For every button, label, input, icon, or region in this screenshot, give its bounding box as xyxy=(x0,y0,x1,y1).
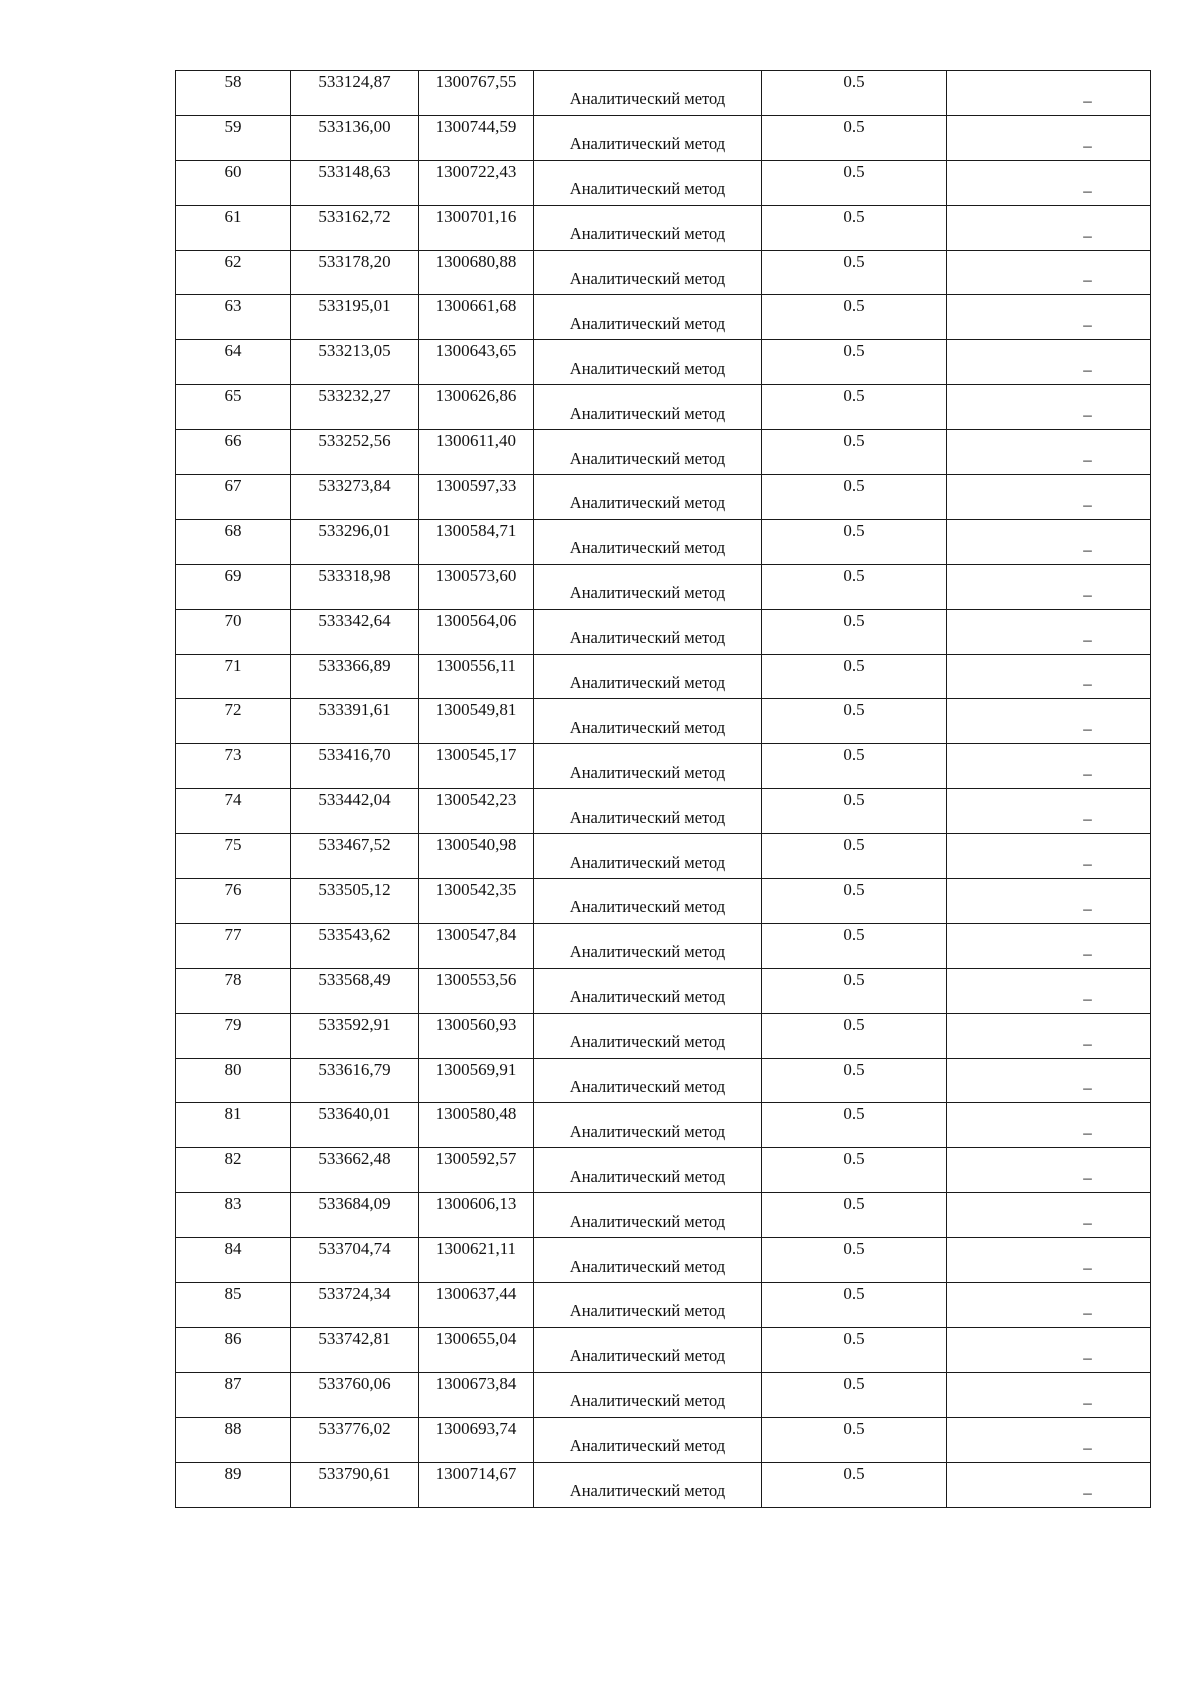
note-cell: – xyxy=(947,1238,1151,1283)
method-cell: Аналитический метод xyxy=(534,475,762,520)
note-cell: – xyxy=(947,1193,1151,1238)
accuracy-cell: 0.5 xyxy=(762,1283,947,1328)
table-row xyxy=(176,1327,1151,1372)
method-cell: Аналитический метод xyxy=(534,430,762,475)
table-row xyxy=(176,789,1151,834)
x-coordinate-cell: 533391,61 xyxy=(291,699,419,744)
note-cell: – xyxy=(947,1417,1151,1462)
note-cell: – xyxy=(947,968,1151,1013)
accuracy-cell: 0.5 xyxy=(762,834,947,879)
table-row xyxy=(176,1372,1151,1417)
table-row xyxy=(176,609,1151,654)
table-row xyxy=(176,1238,1151,1283)
note-cell: – xyxy=(947,1103,1151,1148)
note-cell: – xyxy=(947,205,1151,250)
y-coordinate-cell: 1300661,68 xyxy=(419,295,534,340)
note-cell: – xyxy=(947,430,1151,475)
method-cell: Аналитический метод xyxy=(534,1462,762,1507)
y-coordinate-cell: 1300573,60 xyxy=(419,564,534,609)
method-cell: Аналитический метод xyxy=(534,654,762,699)
table-row xyxy=(176,71,1151,116)
y-coordinate-cell: 1300569,91 xyxy=(419,1058,534,1103)
y-coordinate-cell: 1300597,33 xyxy=(419,475,534,520)
accuracy-cell: 0.5 xyxy=(762,1238,947,1283)
x-coordinate-cell: 533568,49 xyxy=(291,968,419,1013)
note-cell: – xyxy=(947,923,1151,968)
point-number-cell: 83 xyxy=(176,1193,291,1238)
method-cell: Аналитический метод xyxy=(534,295,762,340)
point-number-cell: 64 xyxy=(176,340,291,385)
table-row xyxy=(176,744,1151,789)
y-coordinate-cell: 1300637,44 xyxy=(419,1283,534,1328)
method-cell: Аналитический метод xyxy=(534,923,762,968)
point-number-cell: 85 xyxy=(176,1283,291,1328)
point-number-cell: 86 xyxy=(176,1327,291,1372)
accuracy-cell: 0.5 xyxy=(762,115,947,160)
accuracy-cell: 0.5 xyxy=(762,1148,947,1193)
x-coordinate-cell: 533342,64 xyxy=(291,609,419,654)
y-coordinate-cell: 1300560,93 xyxy=(419,1013,534,1058)
point-number-cell: 79 xyxy=(176,1013,291,1058)
y-coordinate-cell: 1300556,11 xyxy=(419,654,534,699)
accuracy-cell: 0.5 xyxy=(762,744,947,789)
y-coordinate-cell: 1300564,06 xyxy=(419,609,534,654)
point-number-cell: 82 xyxy=(176,1148,291,1193)
x-coordinate-cell: 533124,87 xyxy=(291,71,419,116)
method-cell: Аналитический метод xyxy=(534,1148,762,1193)
point-number-cell: 81 xyxy=(176,1103,291,1148)
y-coordinate-cell: 1300714,67 xyxy=(419,1462,534,1507)
table-row xyxy=(176,1417,1151,1462)
x-coordinate-cell: 533318,98 xyxy=(291,564,419,609)
accuracy-cell: 0.5 xyxy=(762,789,947,834)
x-coordinate-cell: 533640,01 xyxy=(291,1103,419,1148)
y-coordinate-cell: 1300542,35 xyxy=(419,879,534,924)
note-cell: – xyxy=(947,699,1151,744)
accuracy-cell: 0.5 xyxy=(762,385,947,430)
note-cell: – xyxy=(947,385,1151,430)
note-cell: – xyxy=(947,295,1151,340)
y-coordinate-cell: 1300540,98 xyxy=(419,834,534,879)
point-number-cell: 80 xyxy=(176,1058,291,1103)
y-coordinate-cell: 1300744,59 xyxy=(419,115,534,160)
x-coordinate-cell: 533273,84 xyxy=(291,475,419,520)
accuracy-cell: 0.5 xyxy=(762,1417,947,1462)
table-row xyxy=(176,699,1151,744)
note-cell: – xyxy=(947,1148,1151,1193)
accuracy-cell: 0.5 xyxy=(762,295,947,340)
method-cell: Аналитический метод xyxy=(534,1193,762,1238)
accuracy-cell: 0.5 xyxy=(762,923,947,968)
point-number-cell: 76 xyxy=(176,879,291,924)
accuracy-cell: 0.5 xyxy=(762,205,947,250)
x-coordinate-cell: 533724,34 xyxy=(291,1283,419,1328)
method-cell: Аналитический метод xyxy=(534,609,762,654)
note-cell: – xyxy=(947,1327,1151,1372)
x-coordinate-cell: 533742,81 xyxy=(291,1327,419,1372)
method-cell: Аналитический метод xyxy=(534,699,762,744)
accuracy-cell: 0.5 xyxy=(762,430,947,475)
table-row xyxy=(176,923,1151,968)
accuracy-cell: 0.5 xyxy=(762,609,947,654)
point-number-cell: 67 xyxy=(176,475,291,520)
note-cell: – xyxy=(947,654,1151,699)
method-cell: Аналитический метод xyxy=(534,250,762,295)
note-cell: – xyxy=(947,519,1151,564)
table-row xyxy=(176,1193,1151,1238)
accuracy-cell: 0.5 xyxy=(762,250,947,295)
x-coordinate-cell: 533195,01 xyxy=(291,295,419,340)
x-coordinate-cell: 533543,62 xyxy=(291,923,419,968)
table-row xyxy=(176,1462,1151,1507)
point-number-cell: 62 xyxy=(176,250,291,295)
x-coordinate-cell: 533178,20 xyxy=(291,250,419,295)
accuracy-cell: 0.5 xyxy=(762,1058,947,1103)
x-coordinate-cell: 533592,91 xyxy=(291,1013,419,1058)
table-row xyxy=(176,1058,1151,1103)
note-cell: – xyxy=(947,475,1151,520)
x-coordinate-cell: 533760,06 xyxy=(291,1372,419,1417)
method-cell: Аналитический метод xyxy=(534,160,762,205)
accuracy-cell: 0.5 xyxy=(762,71,947,116)
point-number-cell: 66 xyxy=(176,430,291,475)
point-number-cell: 68 xyxy=(176,519,291,564)
x-coordinate-cell: 533148,63 xyxy=(291,160,419,205)
point-number-cell: 65 xyxy=(176,385,291,430)
note-cell: – xyxy=(947,160,1151,205)
x-coordinate-cell: 533232,27 xyxy=(291,385,419,430)
coordinates-table-body xyxy=(176,71,1151,1508)
y-coordinate-cell: 1300584,71 xyxy=(419,519,534,564)
y-coordinate-cell: 1300643,65 xyxy=(419,340,534,385)
table-row xyxy=(176,160,1151,205)
point-number-cell: 87 xyxy=(176,1372,291,1417)
y-coordinate-cell: 1300542,23 xyxy=(419,789,534,834)
table-row xyxy=(176,295,1151,340)
table-row xyxy=(176,564,1151,609)
method-cell: Аналитический метод xyxy=(534,1013,762,1058)
y-coordinate-cell: 1300626,86 xyxy=(419,385,534,430)
method-cell: Аналитический метод xyxy=(534,1283,762,1328)
note-cell: – xyxy=(947,115,1151,160)
table-row xyxy=(176,205,1151,250)
table-row xyxy=(176,834,1151,879)
y-coordinate-cell: 1300767,55 xyxy=(419,71,534,116)
y-coordinate-cell: 1300592,57 xyxy=(419,1148,534,1193)
y-coordinate-cell: 1300606,13 xyxy=(419,1193,534,1238)
x-coordinate-cell: 533662,48 xyxy=(291,1148,419,1193)
x-coordinate-cell: 533442,04 xyxy=(291,789,419,834)
x-coordinate-cell: 533296,01 xyxy=(291,519,419,564)
x-coordinate-cell: 533136,00 xyxy=(291,115,419,160)
point-number-cell: 73 xyxy=(176,744,291,789)
method-cell: Аналитический метод xyxy=(534,205,762,250)
point-number-cell: 88 xyxy=(176,1417,291,1462)
y-coordinate-cell: 1300673,84 xyxy=(419,1372,534,1417)
method-cell: Аналитический метод xyxy=(534,968,762,1013)
table-row xyxy=(176,385,1151,430)
accuracy-cell: 0.5 xyxy=(762,1372,947,1417)
table-row xyxy=(176,519,1151,564)
y-coordinate-cell: 1300580,48 xyxy=(419,1103,534,1148)
accuracy-cell: 0.5 xyxy=(762,1103,947,1148)
accuracy-cell: 0.5 xyxy=(762,968,947,1013)
accuracy-cell: 0.5 xyxy=(762,1462,947,1507)
method-cell: Аналитический метод xyxy=(534,1417,762,1462)
y-coordinate-cell: 1300621,11 xyxy=(419,1238,534,1283)
y-coordinate-cell: 1300545,17 xyxy=(419,744,534,789)
note-cell: – xyxy=(947,340,1151,385)
accuracy-cell: 0.5 xyxy=(762,475,947,520)
method-cell: Аналитический метод xyxy=(534,789,762,834)
note-cell: – xyxy=(947,744,1151,789)
x-coordinate-cell: 533162,72 xyxy=(291,205,419,250)
y-coordinate-cell: 1300680,88 xyxy=(419,250,534,295)
method-cell: Аналитический метод xyxy=(534,1238,762,1283)
accuracy-cell: 0.5 xyxy=(762,1327,947,1372)
table-row xyxy=(176,115,1151,160)
point-number-cell: 70 xyxy=(176,609,291,654)
x-coordinate-cell: 533790,61 xyxy=(291,1462,419,1507)
method-cell: Аналитический метод xyxy=(534,744,762,789)
note-cell: – xyxy=(947,834,1151,879)
accuracy-cell: 0.5 xyxy=(762,1193,947,1238)
note-cell: – xyxy=(947,71,1151,116)
table-row xyxy=(176,654,1151,699)
point-number-cell: 78 xyxy=(176,968,291,1013)
method-cell: Аналитический метод xyxy=(534,115,762,160)
x-coordinate-cell: 533684,09 xyxy=(291,1193,419,1238)
point-number-cell: 89 xyxy=(176,1462,291,1507)
accuracy-cell: 0.5 xyxy=(762,160,947,205)
x-coordinate-cell: 533704,74 xyxy=(291,1238,419,1283)
x-coordinate-cell: 533505,12 xyxy=(291,879,419,924)
accuracy-cell: 0.5 xyxy=(762,564,947,609)
method-cell: Аналитический метод xyxy=(534,1327,762,1372)
accuracy-cell: 0.5 xyxy=(762,340,947,385)
method-cell: Аналитический метод xyxy=(534,1372,762,1417)
x-coordinate-cell: 533252,56 xyxy=(291,430,419,475)
point-number-cell: 71 xyxy=(176,654,291,699)
note-cell: – xyxy=(947,250,1151,295)
point-number-cell: 63 xyxy=(176,295,291,340)
y-coordinate-cell: 1300701,16 xyxy=(419,205,534,250)
y-coordinate-cell: 1300655,04 xyxy=(419,1327,534,1372)
x-coordinate-cell: 533616,79 xyxy=(291,1058,419,1103)
point-number-cell: 58 xyxy=(176,71,291,116)
table-row xyxy=(176,1013,1151,1058)
note-cell: – xyxy=(947,1013,1151,1058)
method-cell: Аналитический метод xyxy=(534,71,762,116)
note-cell: – xyxy=(947,879,1151,924)
point-number-cell: 60 xyxy=(176,160,291,205)
point-number-cell: 69 xyxy=(176,564,291,609)
note-cell: – xyxy=(947,564,1151,609)
table-row xyxy=(176,1103,1151,1148)
coordinates-table xyxy=(175,70,1151,1508)
table-row xyxy=(176,1283,1151,1328)
accuracy-cell: 0.5 xyxy=(762,1013,947,1058)
method-cell: Аналитический метод xyxy=(534,1058,762,1103)
accuracy-cell: 0.5 xyxy=(762,699,947,744)
point-number-cell: 84 xyxy=(176,1238,291,1283)
x-coordinate-cell: 533467,52 xyxy=(291,834,419,879)
method-cell: Аналитический метод xyxy=(534,519,762,564)
point-number-cell: 74 xyxy=(176,789,291,834)
y-coordinate-cell: 1300547,84 xyxy=(419,923,534,968)
note-cell: – xyxy=(947,1372,1151,1417)
table-row xyxy=(176,1148,1151,1193)
accuracy-cell: 0.5 xyxy=(762,879,947,924)
point-number-cell: 59 xyxy=(176,115,291,160)
method-cell: Аналитический метод xyxy=(534,340,762,385)
note-cell: – xyxy=(947,1283,1151,1328)
note-cell: – xyxy=(947,789,1151,834)
note-cell: – xyxy=(947,1462,1151,1507)
x-coordinate-cell: 533776,02 xyxy=(291,1417,419,1462)
method-cell: Аналитический метод xyxy=(534,564,762,609)
note-cell: – xyxy=(947,609,1151,654)
y-coordinate-cell: 1300553,56 xyxy=(419,968,534,1013)
x-coordinate-cell: 533416,70 xyxy=(291,744,419,789)
y-coordinate-cell: 1300611,40 xyxy=(419,430,534,475)
y-coordinate-cell: 1300693,74 xyxy=(419,1417,534,1462)
point-number-cell: 61 xyxy=(176,205,291,250)
point-number-cell: 77 xyxy=(176,923,291,968)
method-cell: Аналитический метод xyxy=(534,1103,762,1148)
table-row xyxy=(176,430,1151,475)
note-cell: – xyxy=(947,1058,1151,1103)
x-coordinate-cell: 533366,89 xyxy=(291,654,419,699)
method-cell: Аналитический метод xyxy=(534,385,762,430)
table-row xyxy=(176,475,1151,520)
point-number-cell: 75 xyxy=(176,834,291,879)
x-coordinate-cell: 533213,05 xyxy=(291,340,419,385)
accuracy-cell: 0.5 xyxy=(762,519,947,564)
method-cell: Аналитический метод xyxy=(534,879,762,924)
table-row xyxy=(176,879,1151,924)
table-row xyxy=(176,340,1151,385)
table-row xyxy=(176,250,1151,295)
accuracy-cell: 0.5 xyxy=(762,654,947,699)
method-cell: Аналитический метод xyxy=(534,834,762,879)
table-row xyxy=(176,968,1151,1013)
y-coordinate-cell: 1300549,81 xyxy=(419,699,534,744)
point-number-cell: 72 xyxy=(176,699,291,744)
y-coordinate-cell: 1300722,43 xyxy=(419,160,534,205)
